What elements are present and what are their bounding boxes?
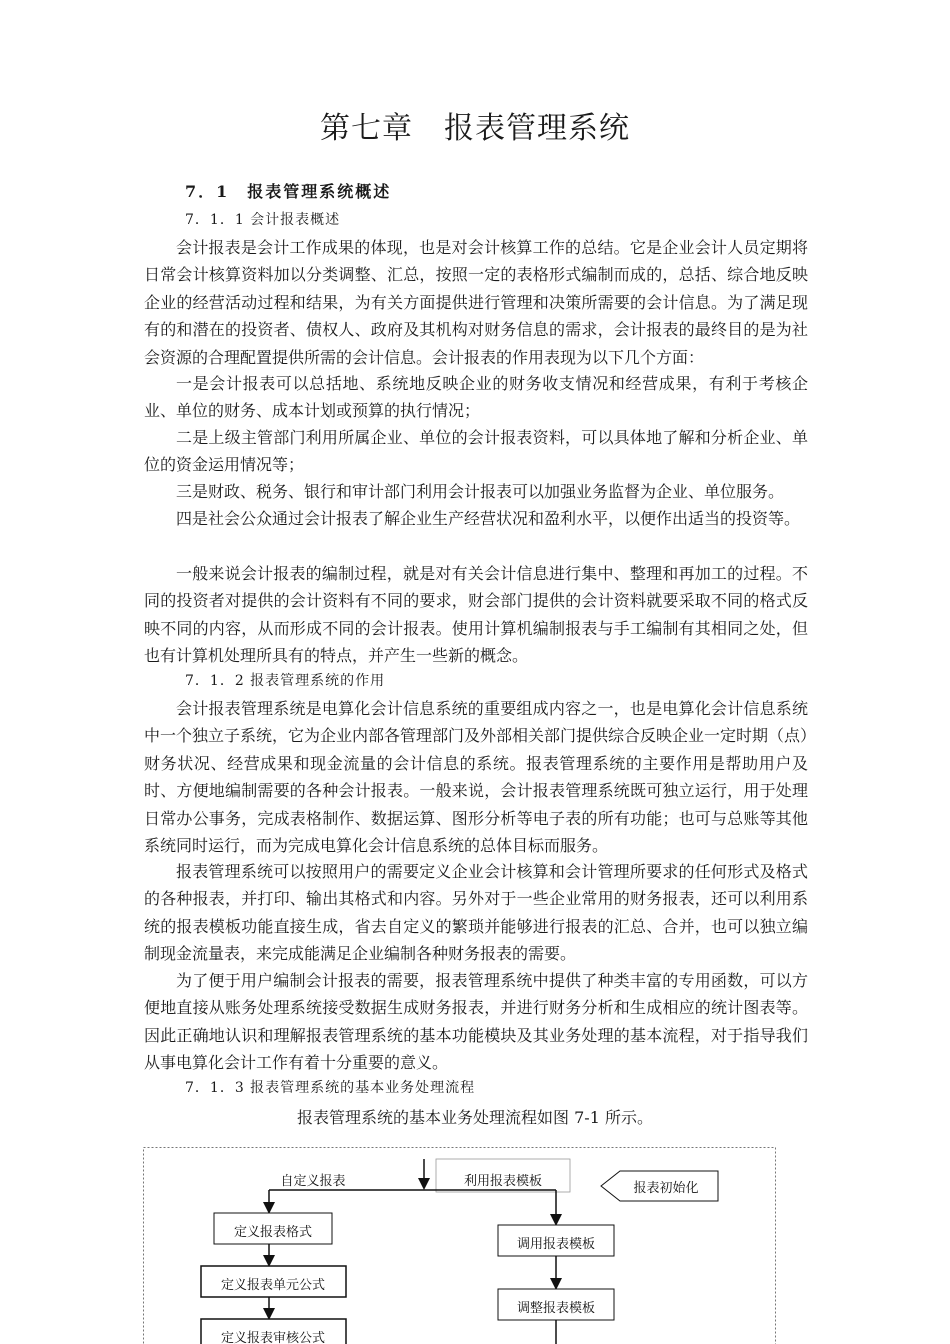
- flowchart: [143, 1147, 778, 1344]
- section-heading-7-1-2: 7．1．2 报表管理系统的作用: [185, 673, 386, 689]
- define-cell-formula-label: 定义报表单元公式: [220, 1278, 326, 1293]
- section-heading-7-1-3: 7．1．3 报表管理系统的基本业务处理流程: [185, 1080, 476, 1096]
- paragraph-5: 四是社会公众通过会计报表了解企业生产经营状况和盈利水平，以便作出适当的投资等。: [176, 509, 801, 528]
- chapter-title: 第七章 报表管理系统: [320, 111, 630, 146]
- custom-report-label: 自定义报表: [280, 1174, 346, 1189]
- paragraph-9: 为了便于用户编制会计报表的需要，报表管理系统中提供了种类丰富的专用函数，可以方便地直接从账务处理系统接受数据生成财务报表，并进行财务分析和生成相应的统计图表等。因此正确地认识和理解报表管理系统的基本功能模块及其业务处理的基本流程，对于指导我们从事电算化会计工作有着十分重要的意义。: [144, 971, 808, 1073]
- call-template-label: 调用报表模板: [516, 1237, 596, 1252]
- use-template-label: 利用报表模板: [463, 1174, 543, 1189]
- paragraph-8: 报表管理系统可以按照用户的需要定义企业会计核算和会计管理所要求的任何形式及格式的各种报表，并打印、输出其格式和内容。另外对于一些企业常用的财务报表，还可以利用系统的报表模板功能直接生成，省去自定义的繁琐并能够进行报表的汇总、合并，也可以独立编制现金流量表，来完成能满足企业编制各种财务报表的需要。: [144, 862, 808, 964]
- paragraph-1: 会计报表是会计工作成果的体现，也是对会计核算工作的总结。它是企业会计人员定期将日常会计核算资料加以分类调整、汇总，按照一定的表格形式编制而成的，总括、综合地反映企业的经营活动过程和结果，为有关方面提供进行管理和决策所需要的会计信息。为了满足现有的和潜在的投资者、债权人、政府及其机构对财务信息的需求，会计报表的最终目的是为社会资源的合理配置提供所需的会计信息。会计报表的作用表现为以下几个方面：: [144, 238, 808, 367]
- define-format-label: 定义报表格式: [233, 1225, 313, 1240]
- report-init-label: 报表初始化: [633, 1181, 699, 1196]
- section-heading-7-1-1: 7．1．1 会计报表概述: [185, 212, 341, 228]
- paragraph-6: 一般来说会计报表的编制过程，就是对有关会计信息进行集中、整理和再加工的过程。不同的投资者对提供的会计资料有不同的要求，财会部门提供的会计资料就要采取不同的格式反映不同的内容，从而形成不同的会计报表。使用计算机编制报表与手工编制有其相同之处，但也有计算机处理所具有的特点，并产生一些新的概念。: [144, 564, 808, 666]
- paragraph-7: 会计报表管理系统是电算化会计信息系统的重要组成内容之一，也是电算化会计信息系统中一个独立子系统，它为企业内部各管理部门及外部相关部门提供综合反映企业一定时期（点）财务状况、经营成果和现金流量的会计信息的系统。报表管理系统的主要作用是帮助用户及时、方便地编制需要的各种会计报表。一般来说，会计报表管理系统既可独立运行，用于处理日常办公事务，完成表格制作、数据运算、图形分析等电子表的所有功能；也可与总账等其他系统同时运行，而为完成电算化会计信息系统的总体目标而服务。: [144, 699, 809, 856]
- paragraph-2: 一是会计报表可以总括地、系统地反映企业的财务收支情况和经营成果，有利于考核企业、单位的财务、成本计划或预算的执行情况；: [144, 374, 808, 421]
- adjust-template-label: 调整报表模板: [516, 1301, 596, 1316]
- define-audit-formula-label: 定义报表审核公式: [220, 1331, 326, 1344]
- figure-caption: 报表管理系统的基本业务处理流程如图 7-1 所示。: [297, 1108, 653, 1127]
- section-heading-7-1: 7．1 报表管理系统概述: [185, 182, 392, 201]
- paragraph-3: 二是上级主管部门利用所属企业、单位的会计报表资料，可以具体地了解和分析企业、单位的资金运用情况等；: [144, 428, 808, 475]
- paragraph-4: 三是财政、税务、银行和审计部门利用会计报表可以加强业务监督为企业、单位服务。: [176, 482, 785, 501]
